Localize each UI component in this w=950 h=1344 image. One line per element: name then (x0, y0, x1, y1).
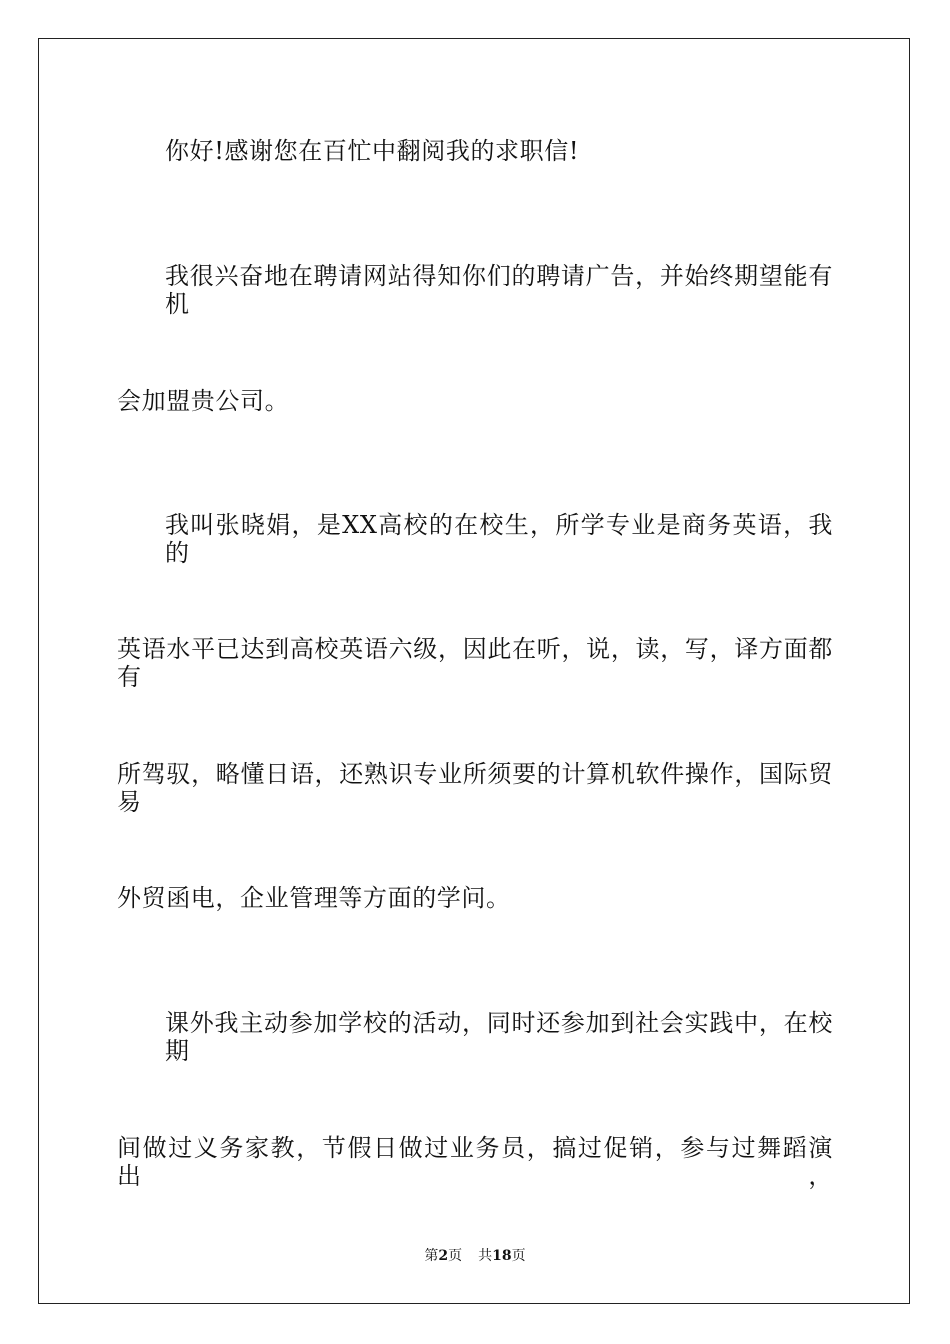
paragraph-line: 我叫张晓娟，是XX高校的在校生，所学专业是商务英语，我的 (165, 511, 833, 567)
total-prefix: 共 (478, 1248, 493, 1264)
page-number: 2 (438, 1248, 449, 1264)
paragraph-greeting: 你好!感谢您在百忙中翻阅我的求职信! (165, 137, 580, 165)
total-pages: 18 (492, 1248, 512, 1264)
page-suffix: 页 (448, 1248, 463, 1264)
paragraph-line: 课外我主动参加学校的活动，同时还参加到社会实践中，在校期 (165, 1009, 833, 1065)
page-border (38, 38, 910, 1304)
paragraph-line: 会加盟贵公司。 (117, 387, 290, 415)
paragraph-line: 我很兴奋地在聘请网站得知你们的聘请广告，并始终期望能有机 (165, 262, 833, 318)
page-prefix: 第 (424, 1248, 439, 1264)
paragraph-line: 间做过义务家教，节假日做过业务员，搞过促销，参与过舞蹈演出， (117, 1134, 833, 1190)
paragraph-line: 所驾驭，略懂日语，还熟识专业所须要的计算机软件操作，国际贸易 (117, 760, 833, 816)
paragraph-line: 英语水平已达到高校英语六级，因此在听，说，读，写，译方面都有 (117, 635, 833, 691)
total-suffix: 页 (511, 1248, 526, 1264)
paragraph-line: 外贸函电，企业管理等方面的学问。 (117, 884, 511, 912)
page-footer (0, 1246, 950, 1266)
